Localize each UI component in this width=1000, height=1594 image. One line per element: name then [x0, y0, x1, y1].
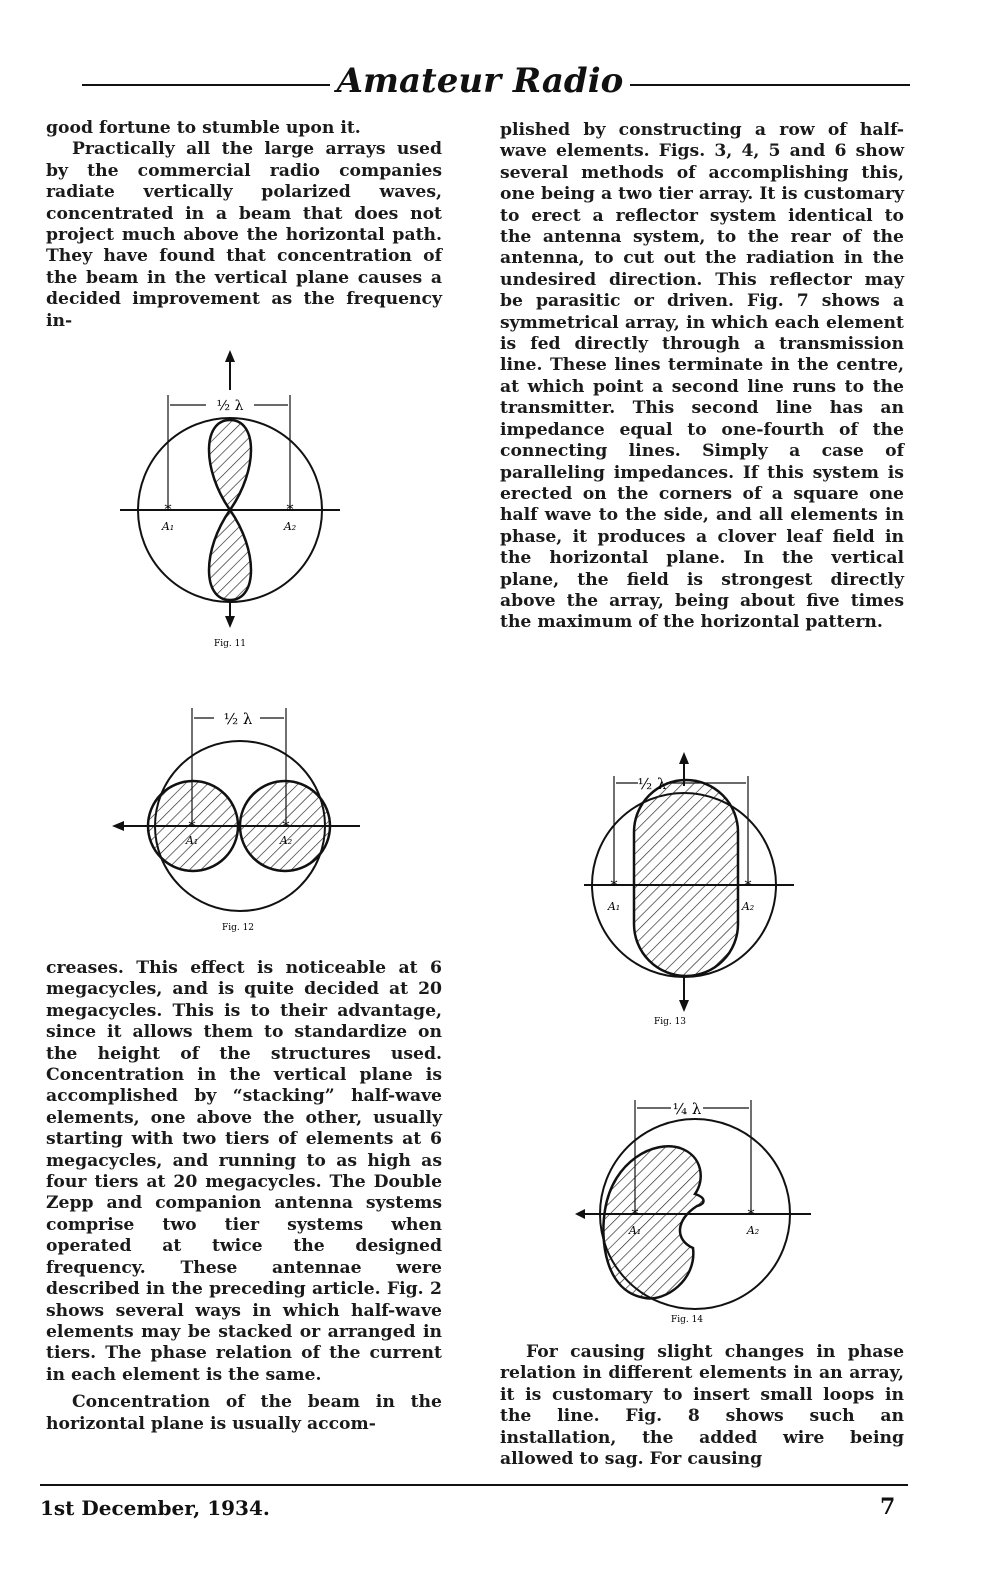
paragraph: Practically all the large arrays used by the commercial radio companies radiate vertically polarized waves, concentrated in a beam that does not project much above the horizontal path. They have found that concentration of the beam in the vertical plane causes a decided improvement as the frequency in-: [46, 139, 442, 331]
a2-label: A₂: [279, 834, 293, 847]
figure-12: [110, 700, 370, 935]
left-column-bottom: [46, 958, 442, 1435]
masthead-rule-left: [82, 84, 340, 86]
spacing-label: ½ λ: [223, 710, 253, 728]
spacing-label: ½ λ: [216, 398, 244, 414]
paragraph: Concentration of the beam in the horizontal plane is usually accom-: [46, 1392, 442, 1434]
a2-label: A₂: [746, 1224, 760, 1237]
figure-caption: Fig. 11: [213, 639, 247, 649]
svg-text:*: *: [164, 502, 172, 518]
a2-label: A₂: [741, 900, 755, 913]
issue-date: 1st December, 1934.: [40, 1496, 270, 1520]
right-column-bottom: [500, 1342, 904, 1470]
a1-label: A₁: [161, 520, 175, 533]
svg-text:*: *: [744, 878, 752, 894]
figure-caption: Fig. 13: [653, 1017, 687, 1027]
footer-rule: [40, 1484, 908, 1486]
figure-caption: Fig. 14: [670, 1315, 704, 1325]
figure-14: [575, 1090, 815, 1325]
svg-text:*: *: [747, 1207, 755, 1223]
a1-label: A₁: [185, 834, 199, 847]
figure-caption: Fig. 12: [221, 923, 255, 933]
masthead-title: Amateur Radio: [330, 58, 630, 104]
left-column-top: [46, 118, 442, 332]
paragraph: plished by constructing a row of half-wave elements. Figs. 3, 4, 5 and 6 show several methods of accomplishing this, one being a two tier array. It is customary to erect a reflector system identical to the antenna system, to the rear of the antenna, to cut out the radiation in the undesired direction. This reflector may be parasitic or driven. Fig. 7 shows a symmetrical array, in which each element is fed directly through a transmission line. These lines terminate in the centre, at which point a second line runs to the transmitter. This second line has an impedance equal to one-fourth of the connecting lines. Simply a case of paralleling impedances. If this system is erected on the corners of a square one half wave to the side, and all elements in phase, it produces a clover leaf field in the horizontal plane. In the vertical plane, the field is strongest directly above the array, being about five times the maximum of the horizontal pattern.: [500, 120, 904, 633]
paragraph: creases. This effect is noticeable at 6 megacycles, and is quite decided at 20 megacycles. This is to their advantage, since it allows them to standardize on the height of the structures used. Concentration in the vertical plane is accomplished by “stacking” half-wave elements, one above the other, usually starting with two tiers of elements at 6 megacycles, and running to as high as four tiers at 20 megacycles. The Double Zepp and companion antenna systems comprise two tier systems when operated at twice the designed frequency. These antennae were described in the preceding article. Fig. 2 shows several ways in which half-wave elements may be stacked or arranged in tiers. The phase relation of the current in each element is the same.: [46, 958, 442, 1385]
a1-label: A₁: [628, 1224, 642, 1237]
spacing-label: ½ λ: [637, 775, 667, 793]
a1-label: A₁: [607, 900, 621, 913]
masthead-rule-right: [620, 84, 910, 86]
figure-11: [110, 350, 350, 650]
a2-label: A₂: [283, 520, 297, 533]
figure-13: [580, 750, 810, 1035]
svg-text:*: *: [286, 502, 294, 518]
right-column-top: [500, 120, 904, 634]
spacing-label: ¼ λ: [672, 1100, 702, 1118]
svg-text:*: *: [282, 819, 290, 835]
paragraph: good fortune to stumble upon it.: [46, 118, 361, 138]
svg-text:*: *: [610, 878, 618, 894]
svg-text:*: *: [188, 819, 196, 835]
page-number: 7: [880, 1494, 896, 1520]
paragraph: For causing slight changes in phase relation in different elements in an array, it is customary to insert small loops in the line. Fig. 8 shows such an installation, the added wire being allowed to sag. For causing: [500, 1342, 904, 1470]
svg-text:*: *: [631, 1207, 639, 1223]
